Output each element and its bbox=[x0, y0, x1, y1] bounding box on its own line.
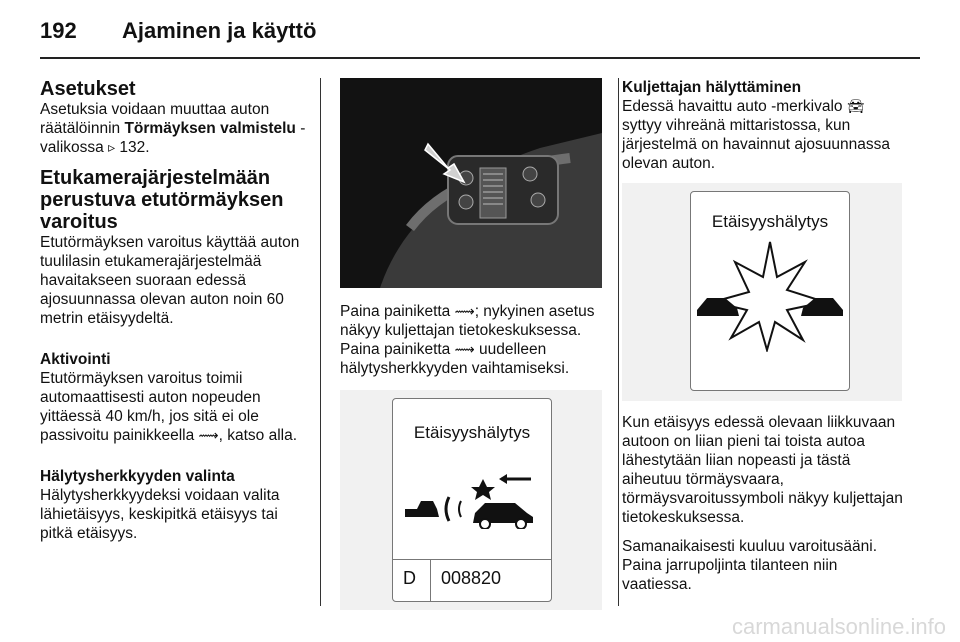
activation-heading: Aktivointi bbox=[40, 351, 111, 368]
driver-alert-paragraph bbox=[622, 97, 904, 173]
sound-paragraph: Samanaikaisesti kuuluu varoitusääni. Paina jarrupoljinta tilanteen niin vaatiessa. bbox=[622, 538, 878, 593]
press-button-paragraph bbox=[340, 302, 602, 378]
car-front-icon: 🚘︎ bbox=[846, 98, 865, 114]
steering-wheel-illustration bbox=[340, 78, 602, 288]
activation-text: Etutörmäyksen varoitus toimii automaattisesti auton nopeuden yittäessä 40 km/h, jos sitä ei ole passivoitu painikkeella bbox=[40, 370, 261, 444]
press-text-2: ; nykyinen asetus näkyy kuljettajan tietokeskuksessa. Paina painiketta bbox=[340, 303, 595, 358]
settings-paragraph bbox=[40, 100, 308, 157]
steering-wheel-photo bbox=[340, 78, 602, 288]
activation-paragraph bbox=[40, 369, 308, 445]
odometer-value: 008820 bbox=[441, 568, 502, 588]
page-header bbox=[40, 14, 920, 54]
driver-alert-text-2: syttyy vihreänä mittaristossa, kun järjestelmä on havainnut ajosuunnassa olevan auton. bbox=[622, 117, 890, 172]
column-divider-1 bbox=[320, 78, 321, 606]
display-collision-image bbox=[622, 183, 902, 401]
press-text: Paina painiketta bbox=[340, 303, 455, 320]
settings-heading: Asetukset bbox=[40, 78, 136, 100]
camera-heading: Etukamerajärjestelmään perustuva etutörmäyksen varoitus bbox=[40, 167, 284, 233]
distance-setting-icon bbox=[403, 469, 543, 529]
settings-text-2: -valikossa bbox=[40, 120, 306, 156]
driver-alert-heading: Kuljettajan hälyttäminen bbox=[622, 79, 802, 96]
header-rule bbox=[40, 57, 920, 59]
display-title: Etäisyyshälytys bbox=[711, 212, 829, 231]
display-divider-v bbox=[430, 559, 431, 601]
watermark: carmanualsonline.info bbox=[731, 614, 946, 639]
column-3 bbox=[622, 78, 904, 604]
press-text-3: uudelleen hälytysherkkyyden vaihtamiseksi. bbox=[340, 341, 570, 377]
sensitivity-button-icon: ⟿ bbox=[198, 427, 219, 443]
collision-warning-icon bbox=[695, 232, 845, 352]
gear-indicator: D bbox=[403, 568, 416, 588]
column-1 bbox=[40, 78, 308, 553]
display-sensitivity-image bbox=[340, 390, 602, 610]
distance-paragraph: Kun etäisyys edessä olevaan liikkuvaan autoon on liian pieni tai toista autoa lähestytään liian nopeasti ja tästä aiheutuu törmäysvaara, törmäysvaroitussymboli näkyy kuljettajan tietokeskuksessa. bbox=[622, 414, 903, 526]
settings-page-ref[interactable]: 132. bbox=[119, 139, 150, 156]
driver-info-display bbox=[392, 398, 552, 602]
column-2 bbox=[340, 78, 602, 610]
display-divider bbox=[393, 559, 551, 560]
display-title: Etäisyyshälytys bbox=[413, 423, 531, 442]
driver-info-display bbox=[690, 191, 850, 391]
sensitivity-heading: Hälytysherkkyyden valinta bbox=[40, 468, 235, 485]
driver-alert-text: Edessä havaittu auto -merkivalo bbox=[622, 98, 843, 115]
activation-text-2: , katso alla. bbox=[218, 427, 298, 444]
camera-paragraph: Etutörmäyksen varoitus käyttää auton tuulilasin etukamerajärjestelmää havaitakseen suoraan edessä ajosuunnassa olevan auton noin 60 metrin etäisyydeltä. bbox=[40, 234, 300, 327]
sensitivity-paragraph: Hälytysherkkyydeksi voidaan valita lähietäisyys, keskipitkä etäisyys tai pitkä etäisyys. bbox=[40, 487, 280, 542]
settings-text: Asetuksia voidaan muuttaa auton räätälöinnin bbox=[40, 101, 270, 137]
arrow-icon: ▹ bbox=[108, 139, 116, 155]
sensitivity-button-icon: ⟿ bbox=[454, 303, 475, 319]
page-number: 192 bbox=[40, 18, 77, 43]
settings-menu-name: Törmäyksen valmistelu bbox=[124, 120, 296, 137]
sensitivity-button-icon: ⟿ bbox=[454, 341, 475, 357]
column-divider-2 bbox=[618, 78, 619, 606]
chapter-title: Ajaminen ja käyttö bbox=[122, 18, 317, 43]
